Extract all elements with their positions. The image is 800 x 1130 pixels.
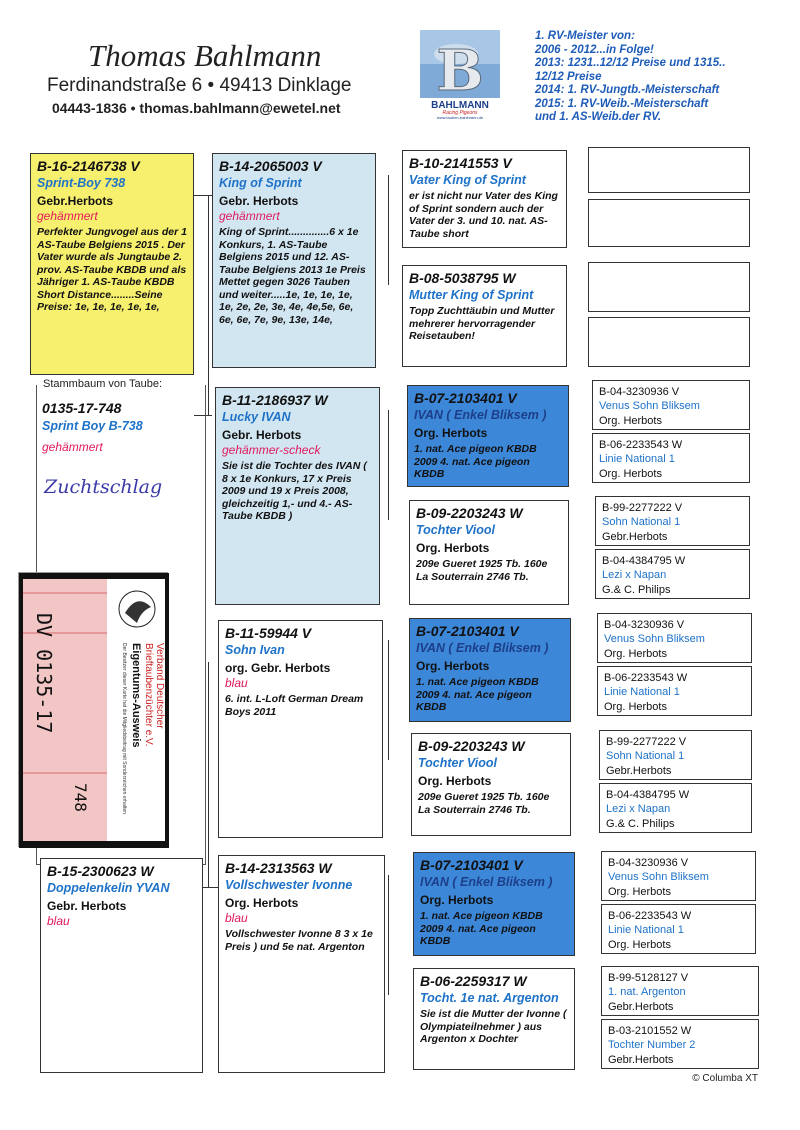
pigeon-card-gen3[interactable] <box>409 500 569 605</box>
breeder: Org. Herbots <box>604 648 667 660</box>
pigeon-name: Tochter Number 2 <box>608 1039 696 1051</box>
ring-number: B-99-2277222 V <box>606 736 687 748</box>
pigeon-description: King of Sprint..............6 x 1e Konkurs, 1. AS-Taube Belgiens 2015 und 12. AS-Taube Belgiens 2013 1e Preis Mettet gegen 3026 Tauben und weiter.....1e, 1e, 1e, 1e, 1e, 2e, 2e, 3e, 4e, 4e,5e, 6e, 6e, 6e, 7e, 9e, 13e, 14e, <box>219 226 366 326</box>
ring-number: B-11-2186937 W <box>222 392 328 408</box>
ring-number: B-99-2277222 V <box>602 502 683 514</box>
pigeon-name: IVAN ( Enkel Bliksem ) <box>420 875 553 889</box>
pigeon-card-paternal-grandfather[interactable] <box>212 153 376 368</box>
pigeon-card-gen3[interactable] <box>402 265 567 367</box>
pigeon-card-gen4[interactable] <box>601 904 756 954</box>
pigeon-card-gen4[interactable] <box>588 147 750 193</box>
pigeon-name: King of Sprint <box>219 176 302 190</box>
ring-number: B-16-2146738 V <box>37 158 140 174</box>
championship-line: 1. RV-Meister von: <box>535 30 635 42</box>
pigeon-card-gen4[interactable] <box>588 317 750 367</box>
ring-number: B-07-2103401 V <box>416 623 519 639</box>
pigeon-card-mother[interactable] <box>40 858 203 1073</box>
pigeon-name: 1. nat. Argenton <box>608 986 686 998</box>
breeder: G.& C. Philips <box>606 818 675 830</box>
pigeon-card-gen4[interactable] <box>601 851 756 901</box>
pigeon-card-gen4[interactable] <box>595 496 750 546</box>
pigeon-description: Topp Zuchttäubin und Mutter mehrerer hervorragender Reisetauben! <box>409 305 555 342</box>
handwritten-note: Zuchtschlag <box>44 476 163 498</box>
pigeon-card-maternal-grandfather[interactable] <box>218 620 383 838</box>
pigeon-description: 1. nat. Ace pigeon KBDB 2009 4. nat. Ace pigeon KBDB <box>416 676 539 713</box>
pigeon-card-gen4[interactable] <box>592 380 750 430</box>
connector-line <box>203 887 218 888</box>
pigeon-card-gen4[interactable] <box>601 1019 759 1069</box>
pigeon-description: 1. nat. Ace pigeon KBDB 2009 4. nat. Ace pigeon KBDB <box>414 443 537 480</box>
pigeon-description: Sie ist die Tochter des IVAN ( 8 x 1e Konkurs, 17 x Preis 2009 und 19 x Preis 2008, gleichzeitig 1,- und 4.- AS-Taube KBDB ) <box>222 460 367 522</box>
ring-number: B-09-2203243 W <box>416 505 523 521</box>
logo-subtitle: Racing Pigeons <box>442 110 478 116</box>
pigeon-name: Lezi x Napan <box>602 569 667 581</box>
card-ring: DV 0135-17 <box>32 613 56 734</box>
breeder: Org. Herbots <box>420 893 494 907</box>
pigeon-description: 6. int. L-Loft German Dream Boys 2011 <box>225 693 364 718</box>
logo-letter: B <box>436 38 484 104</box>
pigeon-description: Vollschwester Ivonne 8 3 x 1e Preis ) und 5e nat. Argenton <box>225 928 373 953</box>
ring-number: B-07-2103401 V <box>414 390 517 406</box>
ring-number: B-08-5038795 W <box>409 270 516 286</box>
breeder: Org. Herbots <box>416 659 490 673</box>
breeder: Gebr.Herbots <box>37 194 114 208</box>
logo-brand: BAHLMANN <box>431 100 489 111</box>
pedigree-color: gehämmert <box>42 440 103 454</box>
plumage-color: gehämmert <box>37 209 98 223</box>
pigeon-card-gen3[interactable] <box>413 852 575 956</box>
pigeon-card-gen3[interactable] <box>413 968 575 1070</box>
pigeon-card-paternal-grandmother[interactable] <box>215 387 380 605</box>
ring-number: B-04-4384795 W <box>606 789 690 801</box>
ownership-card <box>18 572 168 847</box>
card-org-line-2: Brieftaubenzüchter e.V. <box>143 643 154 747</box>
ring-number: B-99-5128127 V <box>608 972 689 984</box>
breeder: Org. Herbots <box>599 415 662 427</box>
card-note: Der Besitzer dieser Karte hat die Mitgliedsbeitrag mit Sonderzeichen erhalten. <box>121 643 127 816</box>
breeder: org. Gebr. Herbots <box>225 661 331 675</box>
pigeon-name: Lucky IVAN <box>222 410 291 424</box>
pigeon-description: Perfekter Jungvogel aus der 1 AS-Taube Belgiens 2015 . Der Vater wurde als Jungtaube 2. prov. AS-Taube KBDB und als Jähriger 1. AS-Taube KBDB Short Distance........Seine Preise: 1e, 1e, 1e, 1e, 1e, <box>37 226 187 313</box>
ring-number: B-07-2103401 V <box>420 857 523 873</box>
pigeon-name: Sohn National 1 <box>606 750 685 762</box>
connector-line <box>208 662 209 887</box>
ring-number: B-14-2313563 W <box>225 860 332 876</box>
pigeon-name: IVAN ( Enkel Bliksem ) <box>414 408 547 422</box>
breeder: Gebr.Herbots <box>608 1001 674 1013</box>
pigeon-card-gen4[interactable] <box>597 613 752 663</box>
pigeon-name: Tocht. 1e nat. Argenton <box>420 991 559 1005</box>
card-title: Eigentums-Ausweis <box>130 643 142 748</box>
pigeon-card-gen4[interactable] <box>595 549 750 599</box>
breeder: Gebr. Herbots <box>219 194 299 208</box>
pigeon-name: Sohn Ivan <box>225 643 285 657</box>
pigeon-name: Sohn National 1 <box>602 516 681 528</box>
owner-address: Ferdinandstraße 6 • 49413 Dinklage <box>47 75 352 96</box>
ring-number: B-11-59944 V <box>225 625 312 641</box>
breeder: Org. Herbots <box>604 701 667 713</box>
championship-line: 12/12 Preise <box>535 70 602 83</box>
ring-number: B-04-3230936 V <box>604 619 685 631</box>
breeder: Gebr.Herbots <box>602 531 668 543</box>
breeder: Org. Herbots <box>418 774 492 788</box>
connector-line <box>388 410 389 520</box>
championship-line: 2006 - 2012...in Folge! <box>535 43 654 56</box>
plumage-color: blau <box>225 676 248 690</box>
ring-number: B-09-2203243 W <box>418 738 525 754</box>
pigeon-card-gen4[interactable] <box>597 666 752 716</box>
breeder: G.& C. Philips <box>602 584 671 596</box>
pigeon-description: er ist nicht nur Vater des King of Sprint sondern auch der Vater der 3. und 10. nat. AS-Taube short <box>409 190 558 240</box>
plumage-color: blau <box>225 911 248 925</box>
card-number: 748 <box>71 783 90 812</box>
championship-list <box>535 30 795 125</box>
pigeon-name: Venus Sohn Bliksem <box>604 633 705 645</box>
breeder: Org. Herbots <box>599 468 662 480</box>
pigeon-card-gen4[interactable] <box>599 730 752 780</box>
bahlmann-logo <box>420 30 500 120</box>
pigeon-name: Tochter Viool <box>418 756 497 770</box>
ring-number: B-04-3230936 V <box>599 386 680 398</box>
ring-number: B-04-3230936 V <box>608 857 689 869</box>
championship-line: 2013: 1231..12/12 Preise und 1315.. <box>535 57 726 69</box>
pigeon-description: Sie ist die Mutter der Ivonne ( Olympiateilnehmer ) aus Argenton x Dochter <box>420 1008 567 1045</box>
connector-line <box>388 640 389 760</box>
owner-contact: 04443-1836 • thomas.bahlmann@ewetel.net <box>52 100 341 116</box>
pigeon-name: Doppelenkelin YVAN <box>47 881 170 895</box>
pigeon-name: Vater King of Sprint <box>409 173 526 187</box>
ring-number: B-06-2233543 W <box>604 672 688 684</box>
pigeon-card-father[interactable] <box>30 153 194 375</box>
pigeon-card-gen3[interactable] <box>402 150 567 248</box>
breeder: Gebr.Herbots <box>608 1054 674 1066</box>
pigeon-card-gen3[interactable] <box>409 618 571 722</box>
plumage-color: blau <box>47 914 70 928</box>
ring-number: B-14-2065003 V <box>219 158 322 174</box>
pigeon-card-gen4[interactable] <box>588 262 750 312</box>
logo-url: www.tauben-bahlmann.de <box>436 115 484 120</box>
card-org-line-1: Verband Deutscher <box>154 643 165 729</box>
pigeon-description: 1. nat. Ace pigeon KBDB 2009 4. nat. Ace pigeon KBDB <box>420 910 543 947</box>
pigeon-card-gen4[interactable] <box>601 966 759 1016</box>
pigeon-name: Mutter King of Sprint <box>409 288 534 302</box>
pedigree-ring-number: 0135-17-748 <box>42 400 122 416</box>
pigeon-card-gen4[interactable] <box>592 433 750 483</box>
breeder: Gebr. Herbots <box>222 428 302 442</box>
connector-line <box>208 195 209 415</box>
ring-number: B-06-2233543 W <box>608 910 692 922</box>
pedigree-label: Stammbaum von Taube: <box>40 378 165 390</box>
breeder: Org. Herbots <box>608 886 671 898</box>
pigeon-card-maternal-grandmother[interactable] <box>218 855 385 1073</box>
pigeon-name: Lezi x Napan <box>606 803 671 815</box>
pigeon-card-gen4[interactable] <box>599 783 752 833</box>
championship-line: 2015: 1. RV-Weib.-Meisterschaft <box>535 97 709 110</box>
connector-line <box>194 195 212 196</box>
pigeon-name: IVAN ( Enkel Bliksem ) <box>416 641 549 655</box>
pigeon-name: Venus Sohn Bliksem <box>599 400 700 412</box>
pigeon-name: Venus Sohn Bliksem <box>608 871 709 883</box>
ring-number: B-03-2101552 W <box>608 1025 692 1037</box>
ownership-card-graphic <box>19 573 169 848</box>
breeder: Org. Herbots <box>416 541 490 555</box>
pigeon-name: Linie National 1 <box>599 453 675 465</box>
plumage-color: gehämmert <box>219 209 280 223</box>
ring-number: B-06-2233543 W <box>599 439 683 451</box>
pigeon-description: 209e Gueret 1925 Tb. 160e La Souterrain 2746 Tb. <box>416 558 548 583</box>
pigeon-name: Linie National 1 <box>608 924 684 936</box>
pigeon-description: 209e Gueret 1925 Tb. 160e La Souterrain 2746 Tb. <box>418 791 550 816</box>
breeder: Org. Herbots <box>608 939 671 951</box>
championship-line: und 1. AS-Weib.der RV. <box>535 111 662 123</box>
ring-number: B-15-2300623 W <box>47 863 154 879</box>
pigeon-name: Linie National 1 <box>604 686 680 698</box>
ring-number: B-06-2259317 W <box>420 973 527 989</box>
breeder: Org. Herbots <box>414 426 488 440</box>
owner-name: Thomas Bahlmann <box>88 38 322 73</box>
pigeon-name: Tochter Viool <box>416 523 495 537</box>
pigeon-card-gen3[interactable] <box>407 385 569 487</box>
pigeon-card-gen4[interactable] <box>588 199 750 247</box>
pedigree-pigeon-name: Sprint Boy B-738 <box>42 419 143 433</box>
connector-line <box>388 175 389 285</box>
pigeon-name: Sprint-Boy 738 <box>37 176 126 190</box>
pigeon-name: Vollschwester Ivonne <box>225 878 353 892</box>
breeder: Org. Herbots <box>225 896 299 910</box>
pigeon-card-gen3[interactable] <box>411 733 571 836</box>
breeder: Gebr.Herbots <box>606 765 672 777</box>
ring-number: B-10-2141553 V <box>409 155 512 171</box>
connector-line <box>388 875 389 995</box>
ring-number: B-04-4384795 W <box>602 555 686 567</box>
breeder: Gebr. Herbots <box>47 899 127 913</box>
championship-line: 2014: 1. RV-Jungtb.-Meisterschaft <box>535 84 720 96</box>
plumage-color: gehämmer-scheck <box>222 443 321 457</box>
copyright-footer: © Columba XT <box>692 1073 758 1084</box>
